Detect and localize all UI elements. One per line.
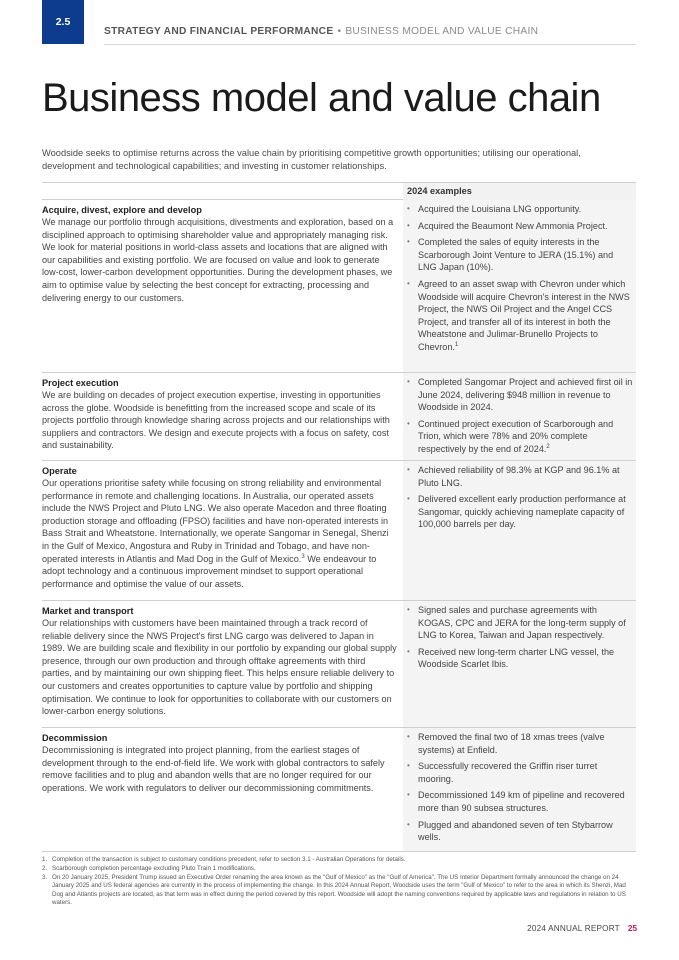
row-title: Market and transport: [42, 606, 134, 616]
list-item: • Received new long-term charter LNG vessel, the Woodside Scarlet Ibis.: [403, 646, 633, 671]
column-header-examples: 2024 examples: [407, 186, 472, 196]
table-row: [42, 728, 636, 852]
footnote-ref: 1: [454, 341, 459, 348]
footnote: 3. On 20 January 2025, President Trump issued an Executive Order renaming the area known as the "Gulf of Mexico" as the "Gulf of America". The US Interior Department formally announced the change on 24 January 2025 and US federal agencies are currently in the process of implementing the change. In this 2024 Annual Report, Woodside uses the term "Gulf of Mexico" to refer to the area in which its Shenzi, Mad Dog and Atlantis projects are located, as that term was in effect during the period covered by this report. Woodside will adopt the naming conventions required by applicable laws and regulations in relation to US waters.: [42, 874, 626, 907]
row-body: We are building on decades of project execution expertise, investing in opportunities across the globe. Woodside is benefitting from the increased scope and scale of its projects portfolio through knowledge sharing across projects and our relationships with suppliers and contractors. We design and execute projects with a focus on safety, cost and sustainability.: [42, 390, 390, 451]
section-number-tab: 2.5: [42, 0, 84, 44]
list-item: • Successfully recovered the Griffin riser turret mooring.: [403, 760, 633, 785]
row-description: [42, 465, 397, 590]
header-section-title: STRATEGY AND FINANCIAL PERFORMANCE: [104, 26, 334, 37]
header-divider: [104, 44, 636, 45]
row-examples: [403, 728, 636, 851]
row-examples: [403, 200, 636, 372]
list-item: • Completed Sangomar Project and achieved first oil in June 2024, delivering $948 million in revenue to Woodside in 2024.: [403, 376, 633, 414]
page-title: Business model and value chain: [42, 76, 601, 120]
table-row: [42, 200, 636, 373]
examples-list: [403, 731, 633, 844]
list-item: • Acquired the Beaumont New Ammonia Project.: [403, 220, 633, 233]
row-title: Project execution: [42, 378, 119, 388]
page-header: [0, 0, 679, 44]
footnote-ref: 3: [301, 553, 305, 560]
intro-paragraph: Woodside seeks to optimise returns across the value chain by prioritising competitive growth opportunities; utilising our operational, development and technological capabilities; and investing in customer relationships.: [42, 148, 581, 171]
examples-list: [403, 376, 633, 456]
row-title: Operate: [42, 466, 77, 476]
header-subsection-title: BUSINESS MODEL AND VALUE CHAIN: [345, 26, 539, 37]
footer-report-name: 2024 ANNUAL REPORT: [527, 924, 620, 933]
table-row: [42, 601, 636, 728]
row-body: Our relationships with customers have been maintained through a track record of reliable delivery since the NWS Project's first LNG cargo was delivered to Japan in 1989. We are building scale and flexibility in our portfolio by expanding our global supply presence, through our own production and through offtake agreements with third parties, and by maintaining our own shipping fleet. This helps ensure reliable delivery to our customers and creates opportunities to capture value by portfolio and shipping optimisation. We continue to look for opportunities to collaborate with our customers on lower-carbon energy solutions.: [42, 618, 397, 717]
list-item: • Acquired the Louisiana LNG opportunity.: [403, 203, 633, 216]
table-row: [42, 373, 636, 461]
list-item: • Delivered excellent early production performance at Sangomar, quickly achieving nameplate capacity of 100,000 barrels per day.: [403, 493, 633, 531]
examples-list: [403, 604, 633, 671]
row-title: Decommission: [42, 733, 108, 743]
list-item: • Agreed to an asset swap with Chevron under which Woodside will acquire Chevron's interest in the NWS Project, the NWS Oil Project and the Angel CCS Project, and transfer all of its interest in both the Wheatstone and Julimar-Brunello Projects to Chevron.$^1$: [403, 278, 633, 354]
list-item: • Decommissioned 149 km of pipeline and recovered more than 90 subsea structures.: [403, 789, 633, 814]
row-description: [42, 204, 397, 304]
header-breadcrumb: [104, 26, 538, 37]
row-description: [42, 377, 397, 452]
value-chain-table: [42, 182, 636, 852]
row-examples: [403, 461, 636, 600]
list-item: • Continued project execution of Scarborough and Trion, which were 78% and 20% complete respectively by the end of 2024.$^2$: [403, 418, 633, 456]
page-number: 25: [627, 924, 637, 933]
examples-list: [403, 464, 633, 531]
header-separator: •: [337, 26, 342, 37]
list-item: • Completed the sales of equity interests in the Scarborough Joint Venture to JERA (15.1%) and LNG Japan (10%).: [403, 236, 633, 274]
footnote: 1. Completion of the transaction is subject to customary conditions precedent, refer to section 3.1 - Australian Operations for details.: [42, 856, 406, 863]
list-item: • Signed sales and purchase agreements with KOGAS, CPC and JERA for the long-term supply of LNG to Korea, Taiwan and Japan respectively.: [403, 604, 633, 642]
row-examples: [403, 373, 636, 460]
row-description: [42, 605, 397, 718]
footnote-ref: 2: [546, 443, 550, 450]
row-examples: [403, 601, 636, 727]
list-item: • Removed the final two of 18 xmas trees (valve systems) at Enfield.: [403, 731, 633, 756]
table-header: [42, 182, 636, 200]
table-row: [42, 461, 636, 601]
footnote: 2. Scarborough completion percentage excluding Pluto Train 1 modifications.: [42, 865, 256, 872]
row-body: Decommissioning is integrated into project planning, from the earliest stages of development through to the end-of-field life. We work with global contractors to safely remove facilities and to plug and abandon wells that are no longer required for our operations. We work with regulators to deliver our decommissioning commitments.: [42, 745, 385, 793]
examples-list: [403, 203, 633, 354]
page-footer: [527, 924, 637, 933]
row-description: [42, 732, 397, 794]
footnotes: [42, 856, 636, 908]
list-item: • Plugged and abandoned seven of ten Stybarrow wells.: [403, 819, 633, 844]
row-body: We manage our portfolio through acquisitions, divestments and exploration, based on a disciplined approach to optimising shareholder value and appropriately managing risk. We look for material positions in world-class assets and locations that are aligned with our capabilities and existing portfolio. We are focused on value and look to generate low-cost, lower-carbon development opportunities. During the development phases, we aim to optimise value by selecting the best concept for extracting, processing and delivering energy to our customers.: [42, 217, 394, 303]
row-body: Our operations prioritise safety while focusing on strong reliability and environmental performance in remote and challenging locations. In Australia, our operated assets include the NWS Project and Pluto LNG. We also operate Macedon and three floating production storage and offloading (FPSO) facilities and have non-operated interests in Bass Strait and Wheatstone. Internationally, we operate Sangomar in Senegal, Shenzi in the Gulf of Mexico, Angostura and Ruby in Trinidad and Tobago, and have non-operated interests in Atlantis and Mad Dog in the Gulf of Mexico.$^3$ We endeavour to adopt technology and a continuous improvement mindset to support operational performance and optimise the value of our assets.: [42, 478, 389, 589]
list-item: • Achieved reliability of 98.3% at KGP and 96.1% at Pluto LNG.: [403, 464, 633, 489]
row-title: Acquire, divest, explore and develop: [42, 205, 202, 215]
